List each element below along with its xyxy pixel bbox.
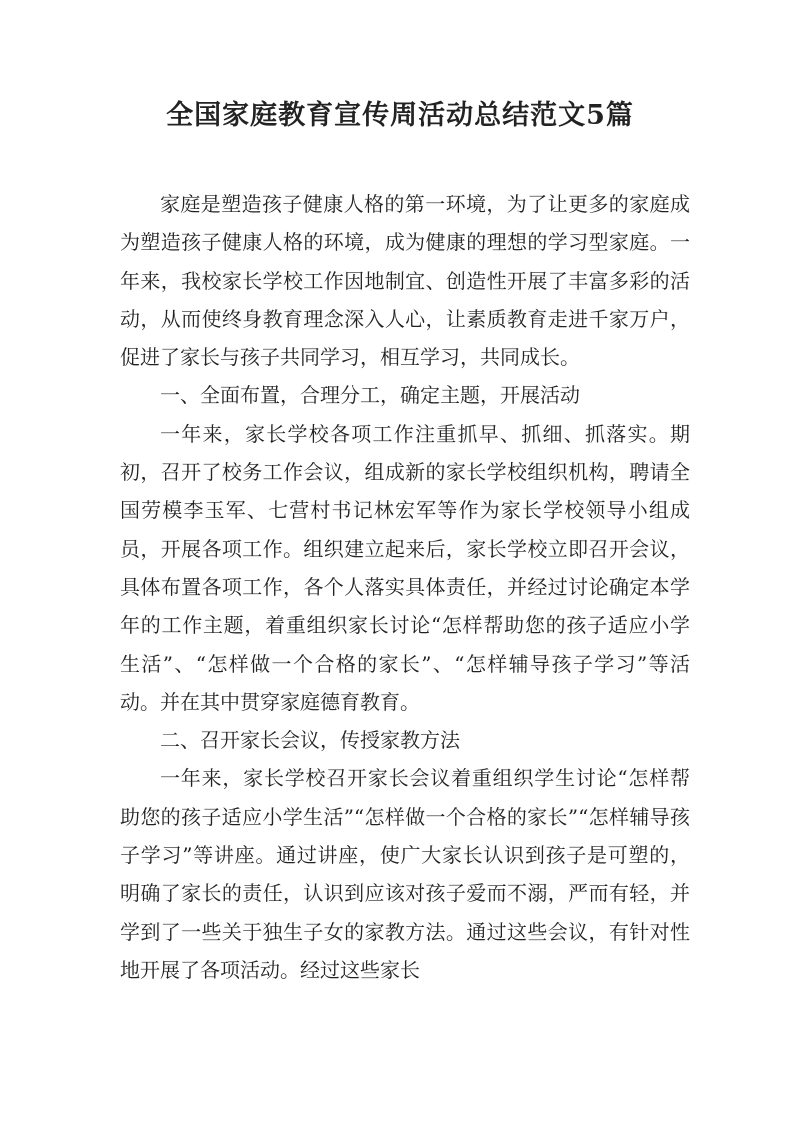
section-heading-1: 一、全面布置，合理分工，确定主题，开展活动 (160, 383, 580, 408)
document-title: 全国家庭教育宣传周活动总结范文5篇 (166, 100, 634, 131)
paragraph-section-1: 一年来，家长学校各项工作注重抓早、抓细、抓落实。期初，召开了校务工作会议，组成新的家长学校组织机构，聘请全国劳模李玉军、七营村书记林宏军等作为家长学校领导小组成员，开展各项工作。组织建立起来后，家长学校立即召开会议，具体布置各项工作，各个人落实具体责任，并经过讨论确定本学年的工作主题，着重组织家长讨论“怎样帮助您的孩子适应小学生活”、“怎样做一个合格的家长”、“怎样辅导孩子学习”等活动。并在其中贯穿家庭德育教育。 (120, 421, 690, 714)
paragraph-section-2: 一年来，家长学校召开家长会议着重组织学生讨论“怎样帮助您的孩子适应小学生活”“怎样做一个合格的家长”“怎样辅导孩子学习”等讲座。通过讲座，使广大家长认识到孩子是可塑的，明确了家长的责任，认识到应该对孩子爱而不溺，严而有轻，并学到了一些关于独生子女的家教方法。通过这些会议，有针对性地开展了各项活动。经过这些家长 (120, 766, 690, 982)
section-heading-2: 二、召开家长会议，传授家教方法 (160, 728, 460, 753)
document-body (120, 185, 690, 989)
paragraph-intro: 家庭是塑造孩子健康人格的第一环境，为了让更多的家庭成为塑造孩子健康人格的环境，成为健康的理想的学习型家庭。一年来，我校家长学校工作因地制宜、创造性开展了丰富多彩的活动，从而使终身教育理念深入人心，让素质教育走进千家万户，促进了家长与孩子共同学习，相互学习，共同成长。 (120, 192, 690, 370)
